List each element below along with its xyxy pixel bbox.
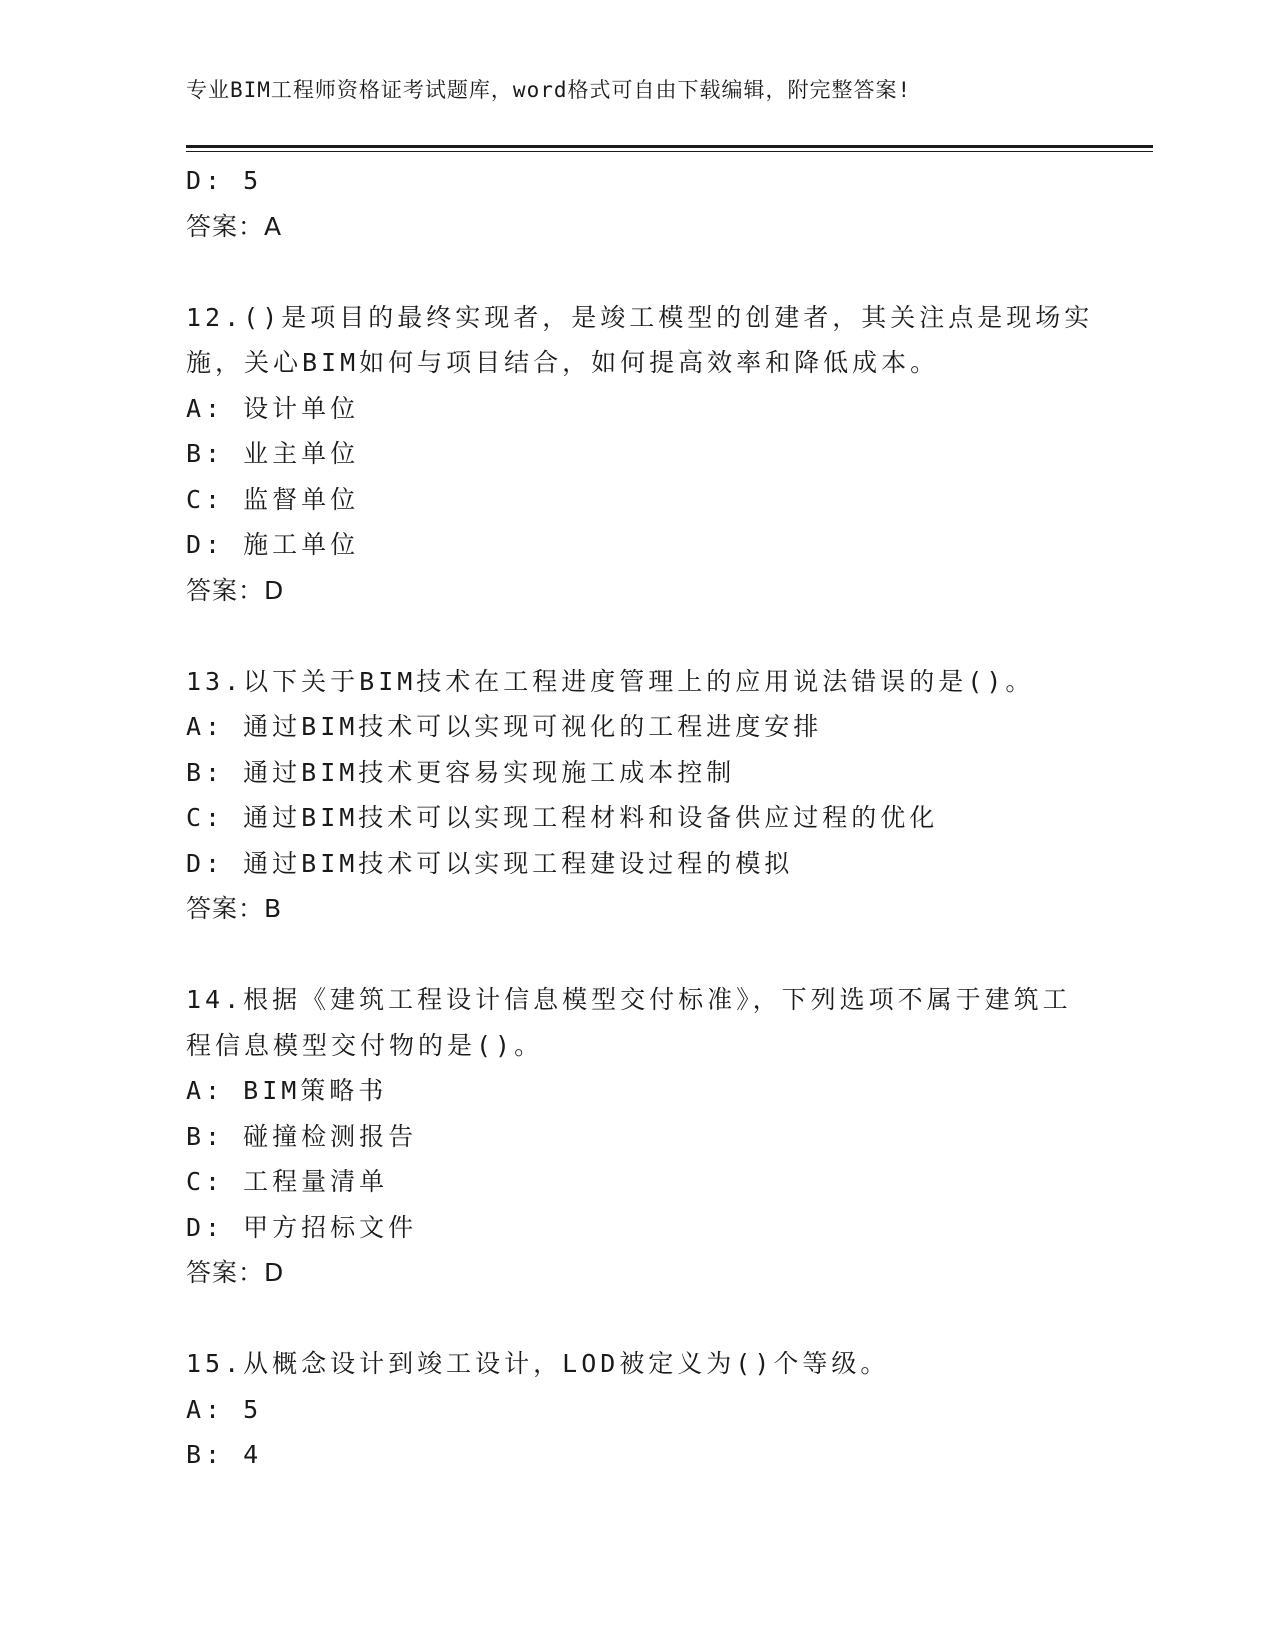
header-rule-thick <box>186 145 1153 148</box>
question-stem: 施，关心BIM如何与项目结合，如何提高效率和降低成本。 <box>186 348 940 377</box>
question-block <box>186 659 1086 932</box>
header-rule-thin <box>186 151 1153 152</box>
question-block <box>186 295 1094 614</box>
option-d: D: 5 <box>186 166 263 195</box>
question-stem: 12.()是项目的最终实现者，是竣工模型的创建者，其关注点是现场实 <box>186 302 1094 332</box>
option-d: D: 甲方招标文件 <box>186 1212 418 1242</box>
option-a: A: BIM策略书 <box>186 1076 388 1105</box>
option-b: B: 通过BIM技术更容易实现施工成本控制 <box>186 757 736 787</box>
question-stem: 程信息模型交付物的是()。 <box>186 1030 544 1060</box>
question-content <box>186 158 1094 1478</box>
option-b: B: 业主单位 <box>186 439 360 468</box>
option-a: A: 通过BIM技术可以实现可视化的工程进度安排 <box>186 712 823 741</box>
question-stem: 15.从概念设计到竣工设计，LOD被定义为()个等级。 <box>186 1349 890 1378</box>
question-block <box>186 1341 1086 1478</box>
question-stem: 13.以下关于BIM技术在工程进度管理上的应用说法错误的是()。 <box>186 666 1035 696</box>
page-header: 专业BIM工程师资格证考试题库，word格式可自由下载编辑，附完整答案! <box>186 78 912 102</box>
option-d: D: 通过BIM技术可以实现工程建设过程的模拟 <box>186 848 794 878</box>
option-b: B: 碰撞检测报告 <box>186 1121 418 1151</box>
option-b: B: 4 <box>186 1440 263 1469</box>
option-d: D: 施工单位 <box>186 530 360 559</box>
answer: 答案：D <box>186 1258 285 1287</box>
option-c: C: 工程量清单 <box>186 1167 389 1196</box>
option-a: A: 设计单位 <box>186 393 360 423</box>
option-c: C: 监督单位 <box>186 484 360 514</box>
option-c: C: 通过BIM技术可以实现工程材料和设备供应过程的优化 <box>186 803 939 832</box>
question-block <box>186 977 1086 1296</box>
answer: 答案：A <box>186 211 283 241</box>
option-a: A: 5 <box>186 1394 263 1424</box>
question-stem: 14.根据《建筑工程设计信息模型交付标准》，下列选项不属于建筑工 <box>186 985 1072 1014</box>
answer: 答案：B <box>186 894 283 923</box>
answer: 答案：D <box>186 575 285 605</box>
